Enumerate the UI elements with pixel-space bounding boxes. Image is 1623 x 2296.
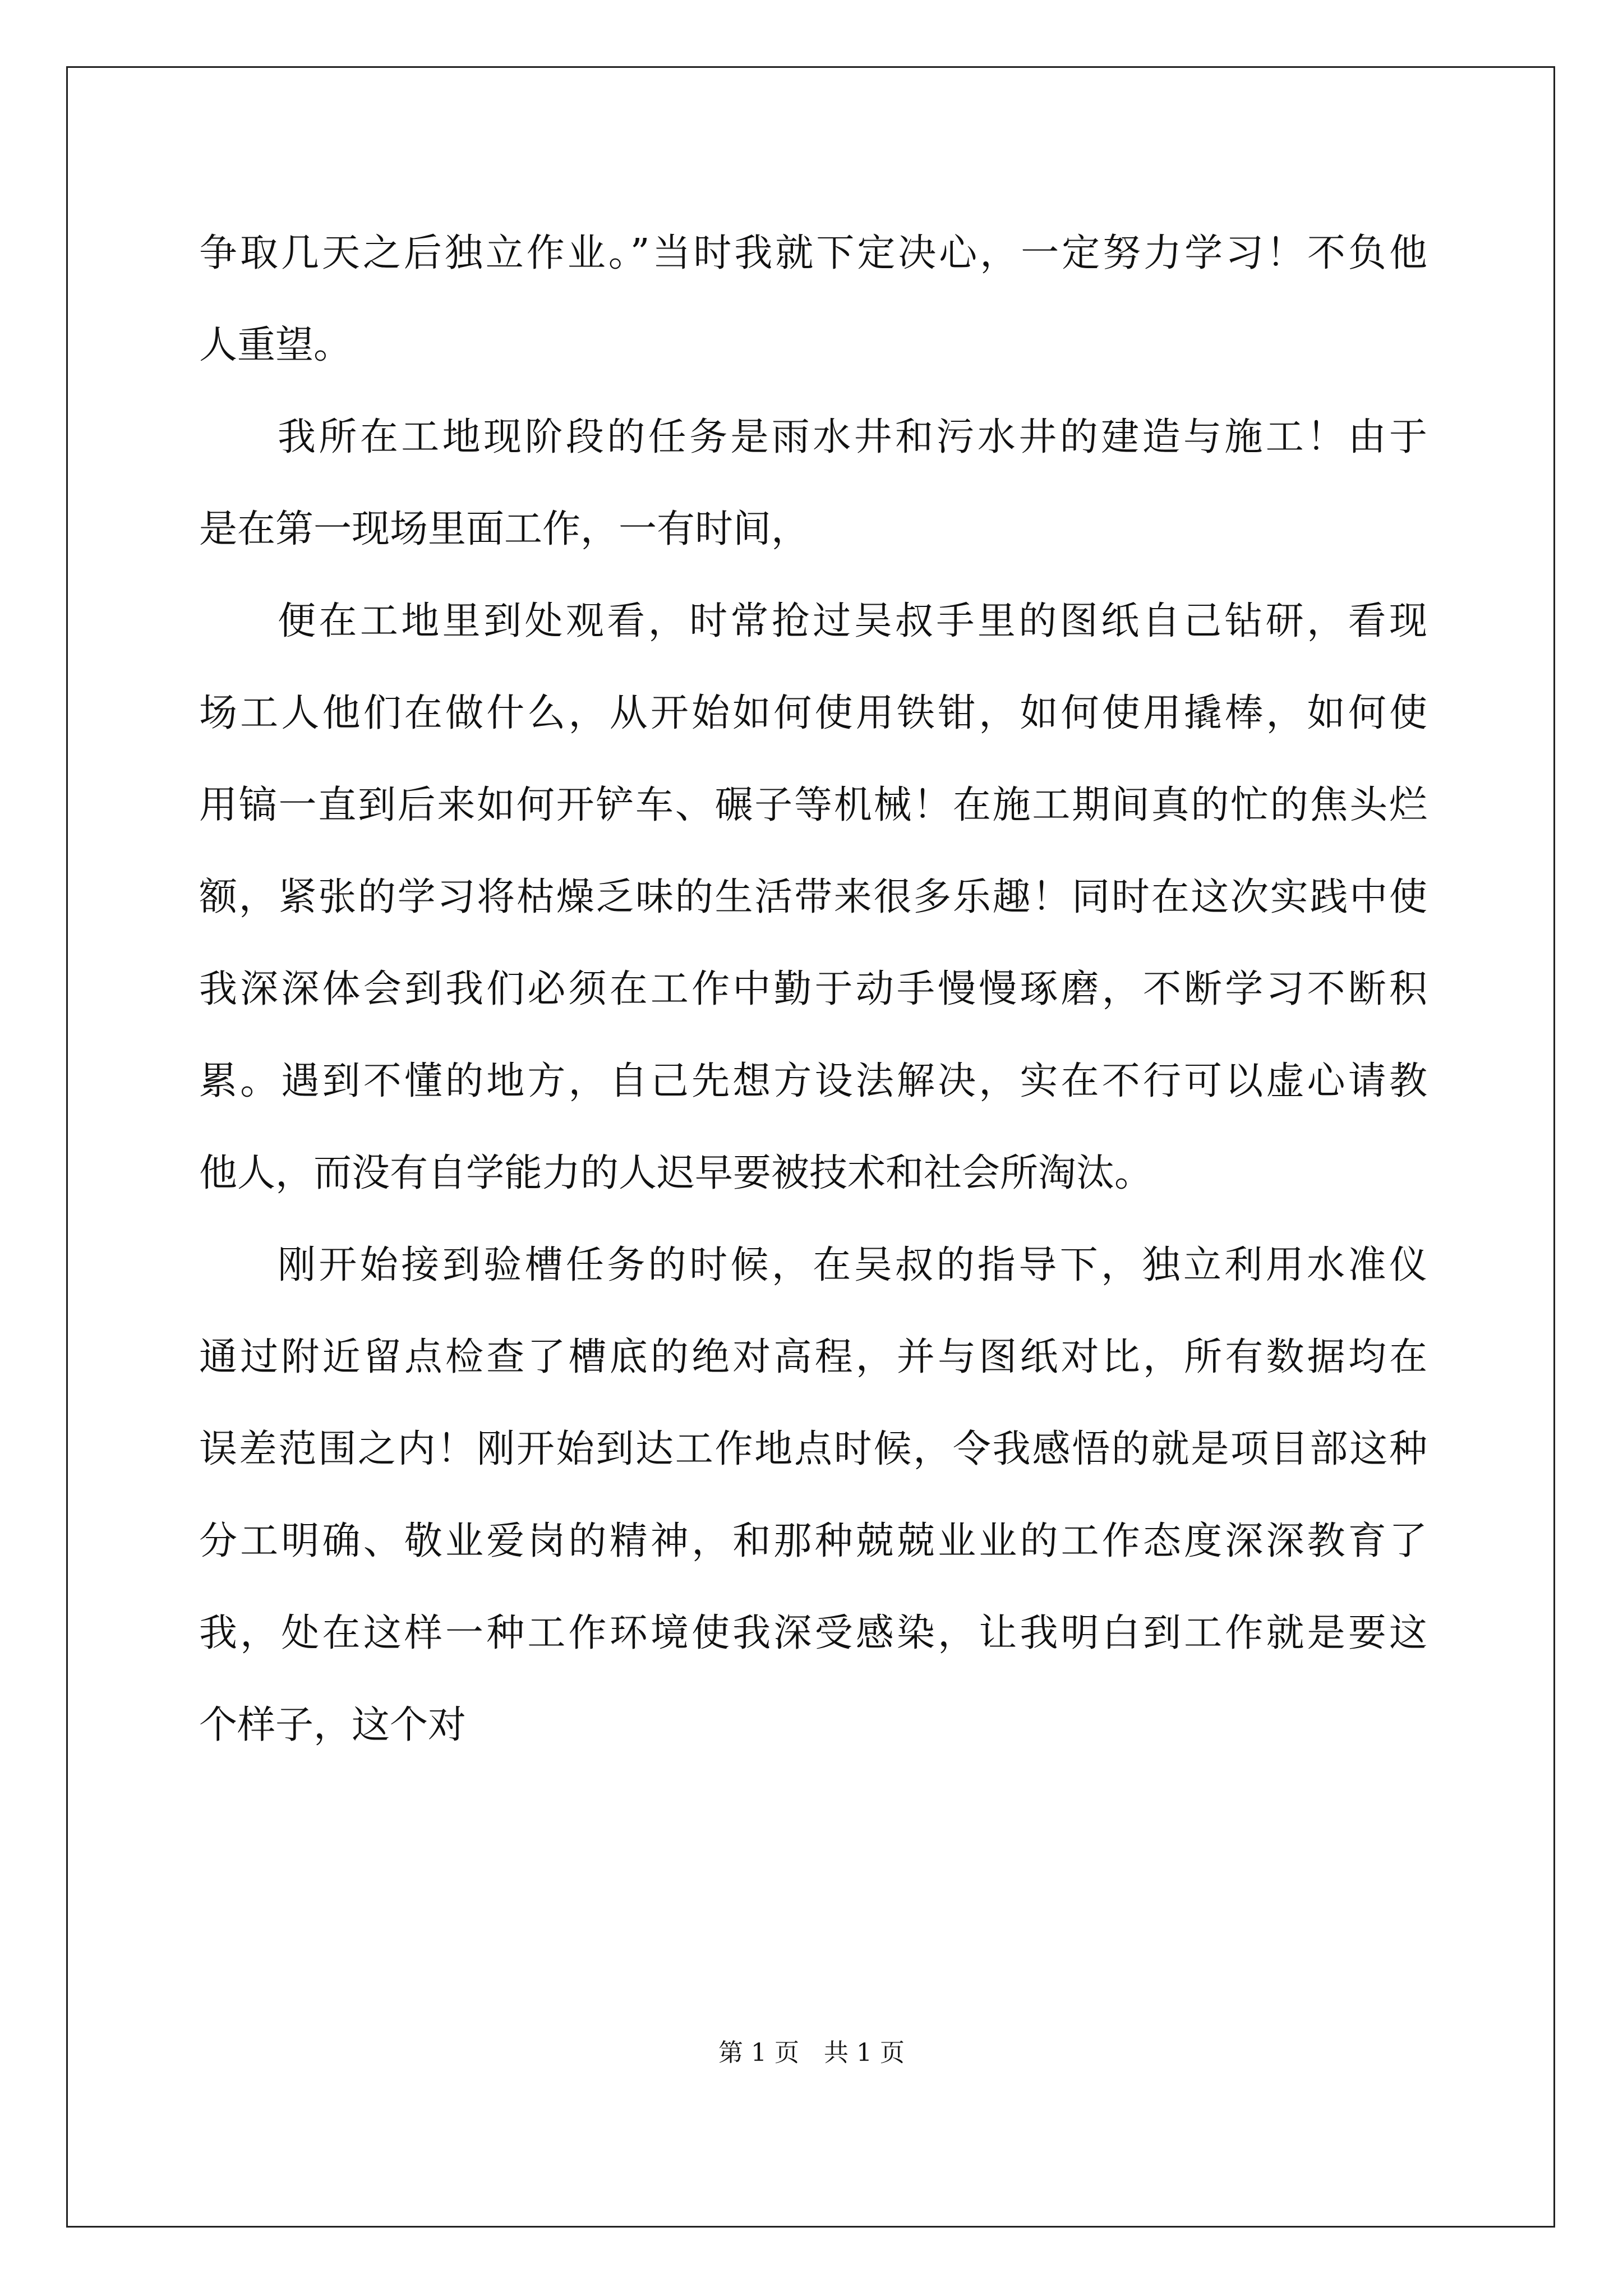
text-line: 我所在工地现阶段的任务是雨水井和污水井的建造与施工！由于 — [278, 415, 1427, 459]
text-line: 我，处在这样一种工作环境使我深受感染，让我明白到工作就是要这 — [199, 1611, 1427, 1655]
document-body — [199, 208, 1427, 1772]
text-line: 场工人他们在做什么，从开始如何使用铁钳，如何使用撬棒，如何使 — [199, 691, 1427, 735]
text-line: 便在工地里到处观看，时常抢过吴叔手里的图纸自己钻研，看现 — [278, 599, 1427, 643]
text-line: 误差范围之内！刚开始到达工作地点时候，令我感悟的就是项目部这种 — [199, 1427, 1427, 1471]
text-line: 是在第一现场里面工作，一有时间， — [199, 507, 810, 551]
page-number-footer: 第 1 页 共 1 页 — [718, 2039, 905, 2067]
text-line: 通过附近留点检查了槽底的绝对高程，并与图纸对比，所有数据均在 — [199, 1335, 1427, 1379]
text-line: 额，紧张的学习将枯燥乏味的生活带来很多乐趣！同时在这次实践中使 — [199, 875, 1427, 919]
text-line: 人重望。 — [199, 323, 352, 367]
text-line: 用镐一直到后来如何开铲车、碾子等机械！在施工期间真的忙的焦头烂 — [199, 783, 1427, 827]
text-line: 刚开始接到验槽任务的时候，在吴叔的指导下，独立利用水准仪 — [278, 1243, 1427, 1287]
text-line: 分工明确、敬业爱岗的精神，和那种兢兢业业的工作态度深深教育了 — [199, 1519, 1427, 1563]
text-line: 累。遇到不懂的地方，自己先想方设法解决，实在不行可以虚心请教 — [199, 1059, 1427, 1103]
text-line: 个样子，这个对 — [199, 1703, 467, 1747]
text-line: 他人，而没有自学能力的人迟早要被技术和社会所淘汰。 — [199, 1151, 1153, 1195]
text-line: 我深深体会到我们必须在工作中勤于动手慢慢琢磨，不断学习不断积 — [199, 967, 1427, 1011]
text-line: 争取几天之后独立作业。”当时我就下定决心，一定努力学习！不负他 — [199, 231, 1427, 275]
